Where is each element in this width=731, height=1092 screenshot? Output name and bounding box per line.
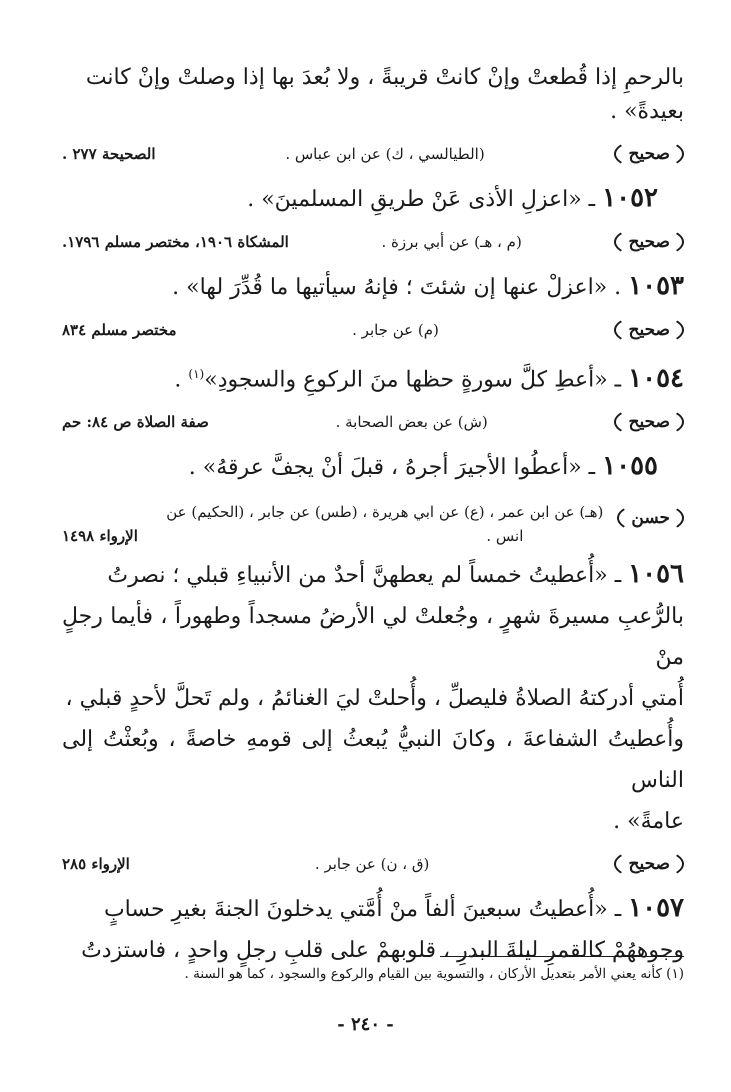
hadith-1053 [62, 266, 684, 308]
source-text: (الطيالسي ، ك) عن ابن عباس . [285, 145, 485, 163]
reference-text: صفة الصلاة ص ٨٤: حم [62, 413, 209, 432]
grade-badge: صحيح [614, 314, 684, 346]
reference-text: مختصر مسلم ٨٣٤ [62, 321, 177, 339]
hadith-text: أُمتي أدركتهُ الصلاةُ فليصلِّ ، وأُحلتْ ليَ الغنائمُ ، ولم تَحلَّ لأحدٍ قبلي ، [65, 686, 684, 712]
source-text: (م ، هـ) عن أبي برزة . [381, 233, 522, 251]
hadith-1057 [62, 888, 684, 971]
hadith-text: ـ «أُعطيتُ سبعينَ ألفاً منْ أُمَّتي يدخلونَ الجنةَ بغيرِ حسابٍ [103, 897, 622, 923]
source-line [62, 134, 684, 174]
hadith-text: بالرُّعبِ مسيرةَ شهرٍ ، وجُعلتْ لي الأرضُ مسجداً وطهوراً ، فأيما رجلٍ منْ [62, 604, 684, 671]
source-text: (ق ، ن) عن جابر . [314, 855, 430, 874]
hadith-number: ١٠٥٦ [628, 559, 684, 590]
source-text: انس . [486, 527, 524, 546]
hadith-1054 [62, 354, 684, 400]
reference-text: الإرواء ١٤٩٨ [62, 527, 138, 546]
grade-badge: صحيح [614, 406, 684, 438]
hadith-number: ١٠٥٥ [602, 451, 658, 482]
grade-badge: صحيح [614, 848, 684, 880]
footnote-divider [440, 956, 684, 957]
hadith-text: . «اعزلْ عنها إن شئتَ ؛ فإنهُ سيأتيها ما قُدِّرَ لها» . [172, 275, 622, 300]
hadith-1056 [62, 554, 684, 842]
hadith-number: ١٠٥٣ [628, 271, 684, 301]
reference-text: الإرواء ٢٨٥ [62, 855, 130, 874]
hadith-text: ـ «أعطُوا الأجيرَ أجرهُ ، قبلَ أنْ يجفَّ عرقهُ» . [188, 455, 596, 481]
source-text: (ش) عن بعض الصحابة . [335, 413, 488, 432]
footnote-marker: (١) [188, 367, 205, 381]
source-stack [62, 500, 603, 548]
hadith-number: ١٠٥٧ [628, 893, 684, 924]
hadith-1052 [62, 178, 684, 220]
grade-badge: حسن [617, 502, 684, 534]
hadith-tail: . [174, 367, 182, 393]
source-line [62, 402, 684, 442]
hadith-number: ١٠٥٢ [602, 183, 658, 213]
text-line: بعيدةً» . [610, 99, 684, 124]
footnote: (١) كأنه يعني الأمر بتعديل الأركان ، والتسوية بين القيام والركوع والسجود ، كما هو السنة . [184, 966, 684, 982]
hadith-text: وجوههُمْ كالقمرِ ليلةَ البدرِ ، قلوبهمْ على قلبِ رجلٍ واحدٍ ، فاستزدتُ [81, 938, 684, 964]
source-block [62, 500, 684, 548]
source-row [62, 524, 603, 548]
source-line [62, 844, 684, 884]
hadith-text: وأُعطيتُ الشفاعةَ ، وكانَ النبيُّ يُبعثُ إلى قومهِ خاصةً ، وبُعثْتُ إلى الناس [62, 727, 684, 794]
page-content [62, 58, 684, 971]
hadith-text: عامةً» . [613, 809, 684, 835]
grade-badge: صحيح [614, 138, 684, 170]
hadith-text: ـ «اعزلِ الأذى عَنْ طريقِ المسلمينَ» . [247, 187, 596, 212]
text-line: بالرحمِ إذا قُطعتْ وإنْ كانتْ قريبةً ، ولا بُعدَ بها إذا وصلتْ وإنْ كانت [85, 65, 684, 90]
reference-text: الصحيحة ٢٧٧ . [62, 145, 156, 163]
source-text: (م) عن جابر . [352, 321, 439, 339]
source-line [62, 222, 684, 262]
hadith-text: ـ «أُعطيتُ خمساً لم يعطهنَّ أحدٌ من الأنبياءِ قبلي ؛ نصرتُ [107, 563, 622, 589]
reference-text: المشكاة ١٩٠٦، مختصر مسلم ١٧٩٦. [62, 233, 289, 251]
grade-badge: صحيح [614, 226, 684, 258]
hadith-number: ١٠٥٤ [628, 363, 684, 394]
source-text: (هـ) عن ابن عمر ، (ع) عن ابي هريرة ، (طس) عن جابر ، (الحكيم) عن [166, 503, 604, 522]
hadith-text: ـ «أعطِ كلَّ سورةٍ حظها منَ الركوعِ والسجودِ» [204, 367, 622, 393]
hadith-1055 [62, 446, 684, 488]
source-line [62, 310, 684, 350]
page-number: - ٢٤٠ - [337, 1014, 394, 1035]
